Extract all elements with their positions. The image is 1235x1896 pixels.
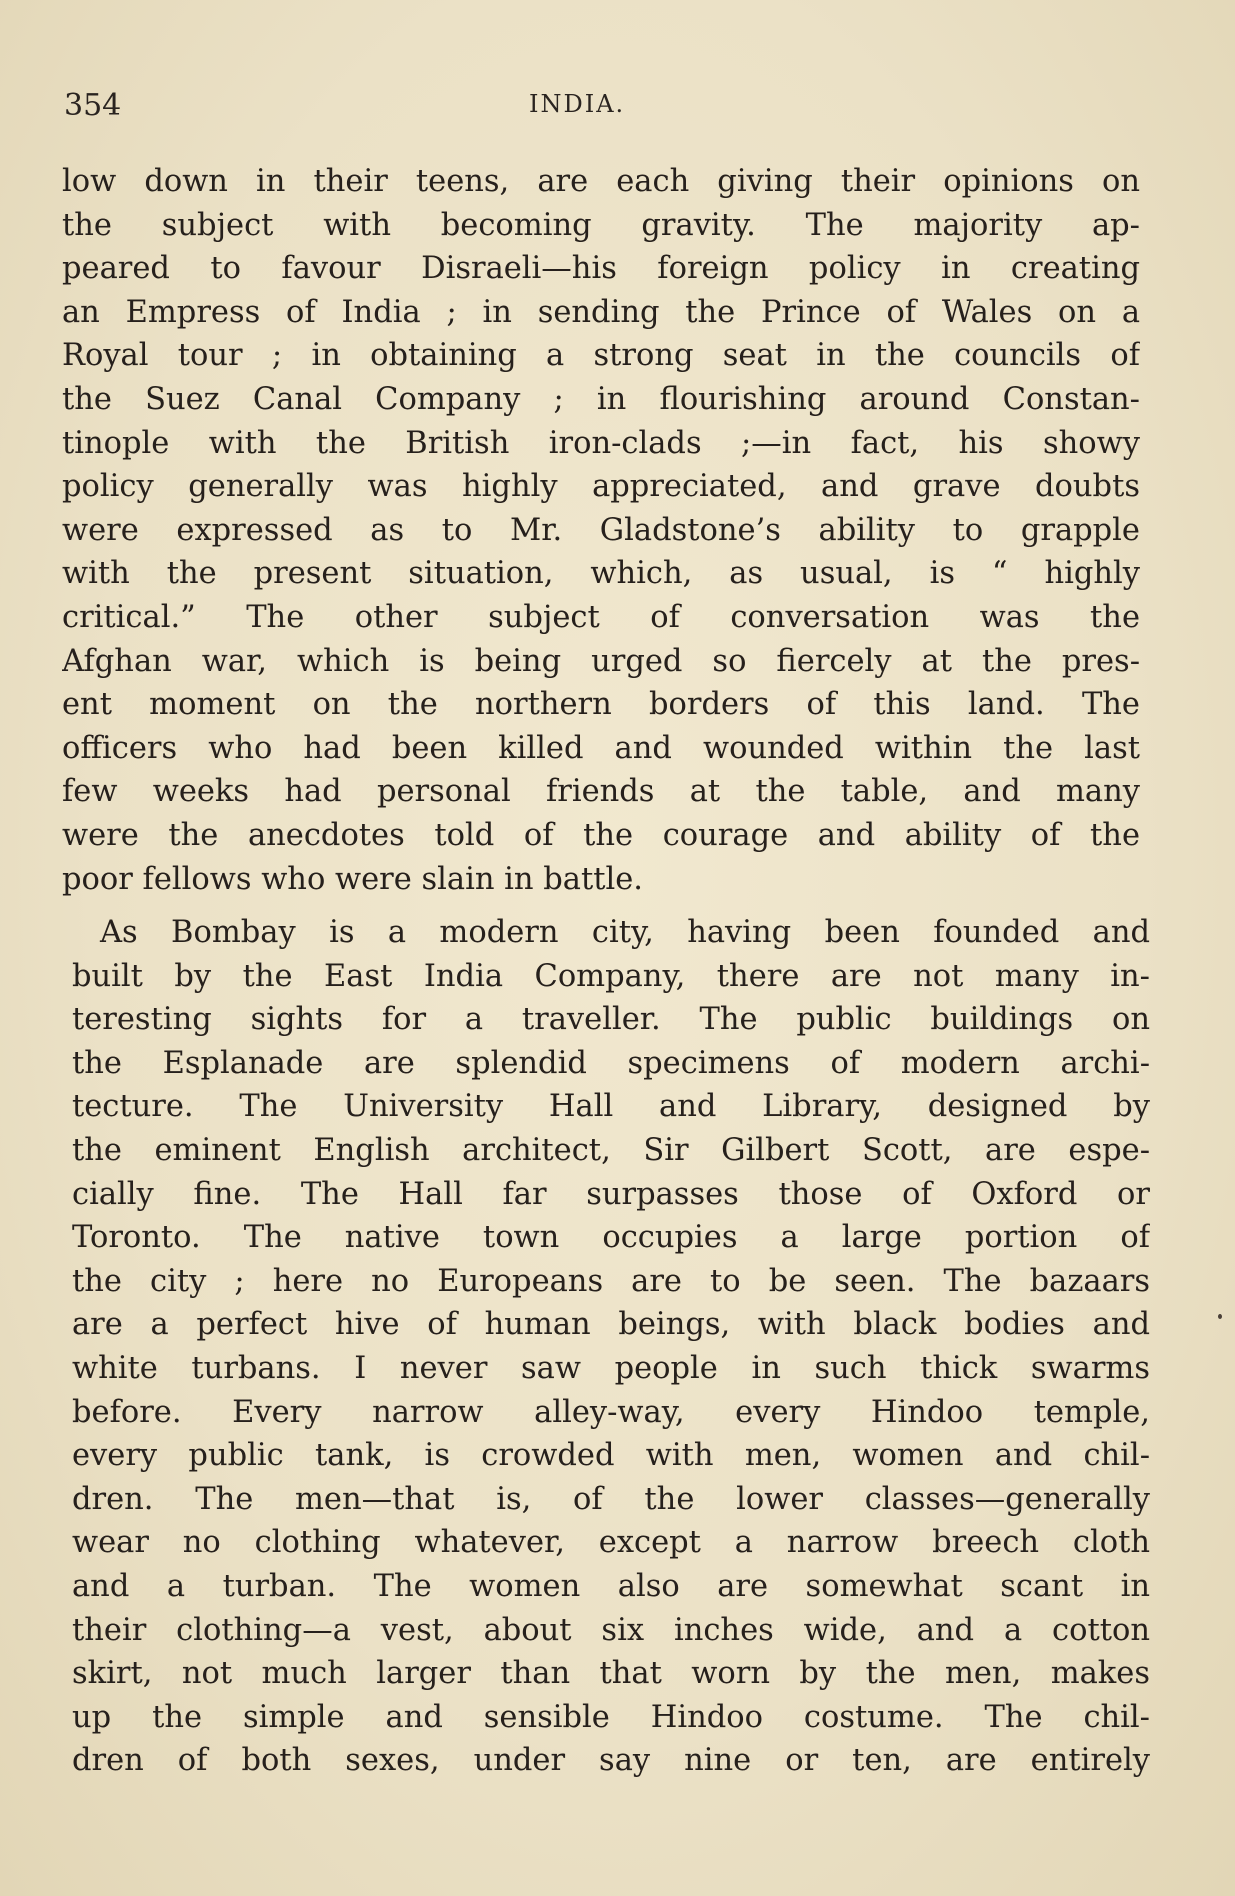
text-line: with the present situation, which, as usual, is “ highly — [62, 556, 1140, 592]
text-line: were the anecdotes told of the courage and ability of the — [62, 817, 1140, 853]
running-head: INDIA. — [529, 90, 626, 118]
text-line: their clothing—a vest, about six inches wide, and a cotton — [72, 1612, 1150, 1648]
text-line: Afghan war, which is being urged so fiercely at the pres- — [62, 643, 1140, 679]
text-line: peared to favour Disraeli—his foreign policy in creating — [62, 251, 1140, 287]
text-line: skirt, not much larger than that worn by the men, makes — [72, 1656, 1150, 1692]
text-line: the subject with becoming gravity. The majority ap- — [62, 207, 1140, 243]
text-line: wear no clothing whatever, except a narrow breech cloth — [72, 1525, 1150, 1561]
text-line: dren. The men—that is, of the lower classes—generally — [72, 1481, 1150, 1517]
page-number: 354 — [64, 88, 122, 123]
text-line: white turbans. I never saw people in such thick swarms — [72, 1350, 1150, 1386]
text-line: poor fellows who were slain in battle. — [62, 861, 643, 897]
text-line: low down in their teens, are each giving their opinions on — [62, 164, 1140, 199]
text-line: policy generally was highly appreciated, and grave doubts — [62, 469, 1140, 505]
text-line: Royal tour ; in obtaining a strong seat in the councils of — [62, 338, 1140, 374]
page-header — [64, 88, 1164, 128]
text-line: the eminent English architect, Sir Gilbert Scott, are espe- — [72, 1132, 1150, 1168]
text-line: officers who had been killed and wounded within the last — [62, 730, 1140, 766]
text-line: before. Every narrow alley-way, every Hindoo temple, — [72, 1394, 1150, 1430]
text-line: are a perfect hive of human beings, with black bodies and — [72, 1307, 1150, 1343]
text-line: tinople with the British iron-clads ;—in fact, his showy — [62, 425, 1140, 461]
text-line: Toronto. The native town occupies a large portion of — [72, 1220, 1150, 1256]
text-line: ent moment on the northern borders of this land. The — [62, 687, 1140, 723]
text-line: and a turban. The women also are somewhat scant in — [72, 1568, 1150, 1604]
text-line: an Empress of India ; in sending the Prince of Wales on a — [62, 294, 1140, 330]
text-line: the Esplanade are splendid specimens of modern archi- — [72, 1045, 1150, 1081]
text-line: the Suez Canal Company ; in flourishing around Constan- — [62, 381, 1140, 417]
text-line: were expressed as to Mr. Gladstone’s ability to grapple — [62, 512, 1140, 548]
text-line: dren of both sexes, under say nine or ten, are entirely — [72, 1743, 1150, 1779]
paragraph-1 — [62, 160, 1140, 901]
text-line: critical.” The other subject of conversation was the — [62, 599, 1140, 635]
paper-speck — [1218, 1314, 1222, 1319]
text-line: tecture. The University Hall and Library, designed by — [72, 1089, 1150, 1125]
text-line: built by the East India Company, there are not many in- — [72, 958, 1150, 994]
text-line: the city ; here no Europeans are to be seen. The bazaars — [72, 1263, 1150, 1299]
text-line: up the simple and sensible Hindoo costume. The chil- — [72, 1699, 1150, 1735]
text-line: As Bombay is a modern city, having been founded and — [100, 915, 1150, 950]
text-line: every public tank, is crowded with men, women and chil- — [72, 1438, 1150, 1474]
paragraph-2 — [72, 911, 1150, 1783]
text-line: few weeks had personal friends at the table, and many — [62, 774, 1140, 810]
text-line: teresting sights for a traveller. The public buildings on — [72, 1002, 1150, 1038]
text-line: cially fine. The Hall far surpasses those of Oxford or — [72, 1176, 1150, 1212]
